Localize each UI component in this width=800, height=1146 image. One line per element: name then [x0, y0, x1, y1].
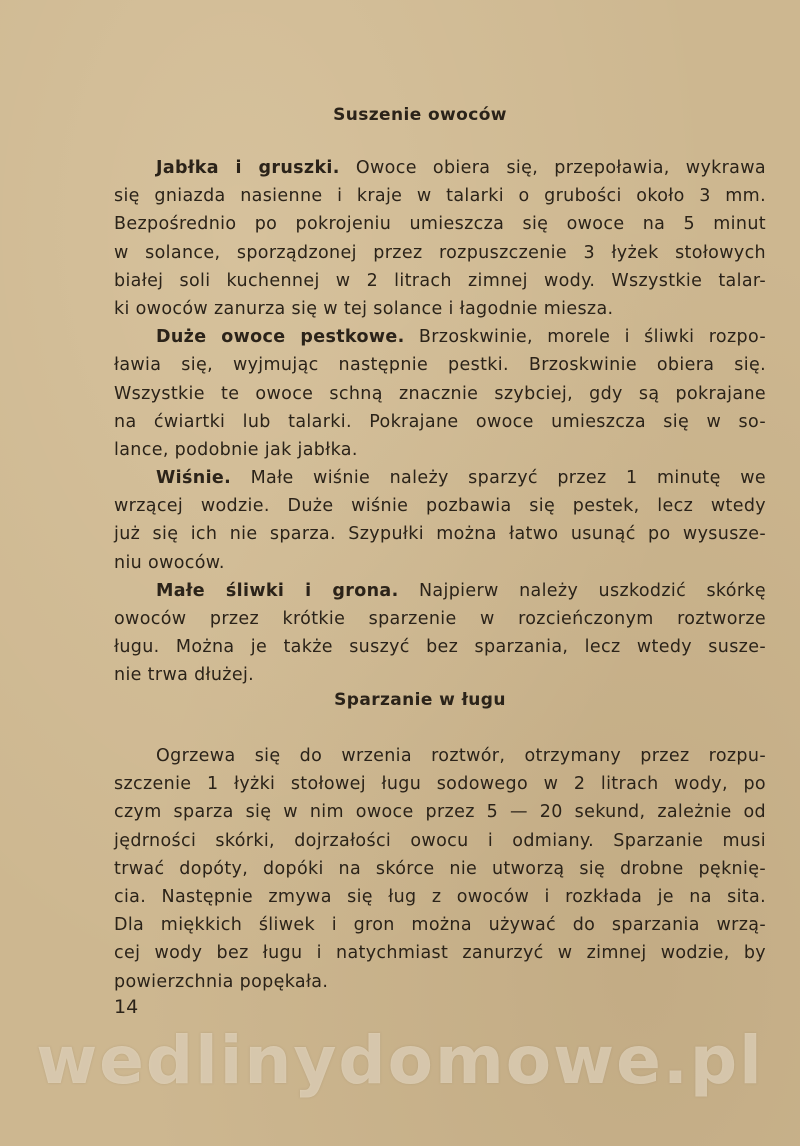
- paragraph-line: wrzącej wodzie. Duże wiśnie pozbawia się pestek, lecz wtedy: [114, 496, 766, 517]
- paragraph-term: Jabłka i gruszki.: [156, 158, 340, 178]
- paragraph-line: nie trwa dłużej.: [114, 665, 255, 686]
- section-heading-lye-scalding: Sparzanie w ługu: [334, 690, 506, 710]
- watermark: wedlinydomowe.pl: [36, 1022, 764, 1099]
- paragraph-line: Dla miękkich śliwek i gron można używać do sparzania wrzą-: [114, 915, 766, 936]
- page-number: 14: [114, 996, 139, 1018]
- paragraph-line: szczenie 1 łyżki stołowej ługu sodowego w 2 litrach wody, po: [114, 774, 766, 795]
- section-body-drying-fruit: [114, 154, 766, 690]
- paragraph-line: ławia się, wyjmując następnie pestki. Brzoskwinie obiera się.: [114, 355, 766, 376]
- paragraph-term: Wiśnie.: [156, 468, 232, 489]
- paragraph-line: niu owoców.: [114, 552, 225, 573]
- paragraph-line: powierzchnia popękała.: [114, 971, 329, 992]
- paragraph-line: ługu. Można je także suszyć bez sparzania, lecz wtedy susze-: [114, 637, 766, 658]
- paragraph-term: Małe śliwki i grona.: [156, 580, 399, 601]
- paragraph-line: jędrności skórki, dojrzałości owocu i odmiany. Sparzanie musi: [114, 830, 766, 851]
- paragraph-line: na ćwiartki lub talarki. Pokrajane owoce umieszcza się w so-: [114, 411, 766, 432]
- paragraph-line: owoców przez krótkie sparzenie w rozcieńczonym roztworze: [114, 609, 766, 629]
- paragraph-first-line: [114, 154, 766, 182]
- paragraph-term: Duże owoce pestkowe.: [156, 327, 405, 348]
- paragraph-text: Najpierw należy uszkodzić skórkę: [398, 580, 766, 601]
- section-heading-drying-fruit: Suszenie owoców: [333, 105, 507, 125]
- paragraph-line: białej soli kuchennej w 2 litrach zimnej wody. Wszystkie talar-: [114, 270, 766, 291]
- paragraph-text: Owoce obiera się, przepoławia, wykrawa: [339, 158, 766, 178]
- paragraph-line: się gniazda nasienne i kraje w talarki o grubości około 3 mm.: [114, 186, 766, 207]
- paragraph-line: cia. Następnie zmywa się ług z owoców i rozkłada je na sita.: [114, 886, 766, 907]
- paragraph-text: Małe wiśnie należy sparzyć przez 1 minutę we: [231, 468, 766, 489]
- section-body-lye-scalding: [114, 742, 766, 996]
- paragraph-text: Brzoskwinie, morele i śliwki rozpo-: [404, 327, 766, 348]
- paragraph-first-line: [114, 464, 766, 492]
- paragraph-line: ki owoców zanurza się w tej solance i łagodnie miesza.: [114, 298, 614, 319]
- paragraph-first-line: [114, 577, 766, 605]
- paragraph-line: Bezpośrednio po pokrojeniu umieszcza się owoce na 5 minut: [114, 214, 766, 235]
- paragraph-line: cej wody bez ługu i natychmiast zanurzyć w zimnej wodzie, by: [114, 943, 766, 964]
- paragraph-line: już się ich nie sparza. Szypułki można łatwo usunąć po wysusze-: [114, 524, 766, 545]
- paragraph-first-line: [114, 323, 766, 351]
- paragraph-line: lance, podobnie jak jabłka.: [114, 439, 358, 460]
- paragraph-line: Wszystkie te owoce schną znacznie szybciej, gdy są pokrajane: [114, 383, 766, 404]
- paragraph-first-line: Ogrzewa się do wrzenia roztwór, otrzymany przez rozpu-: [156, 746, 766, 766]
- paragraph-line: trwać dopóty, dopóki na skórce nie utworzą się drobne pęknię-: [114, 858, 766, 879]
- paragraph-line: w solance, sporządzonej przez rozpuszczenie 3 łyżek stołowych: [114, 242, 766, 263]
- paragraph-line: czym sparza się w nim owoce przez 5 — 20 sekund, zależnie od: [114, 802, 766, 823]
